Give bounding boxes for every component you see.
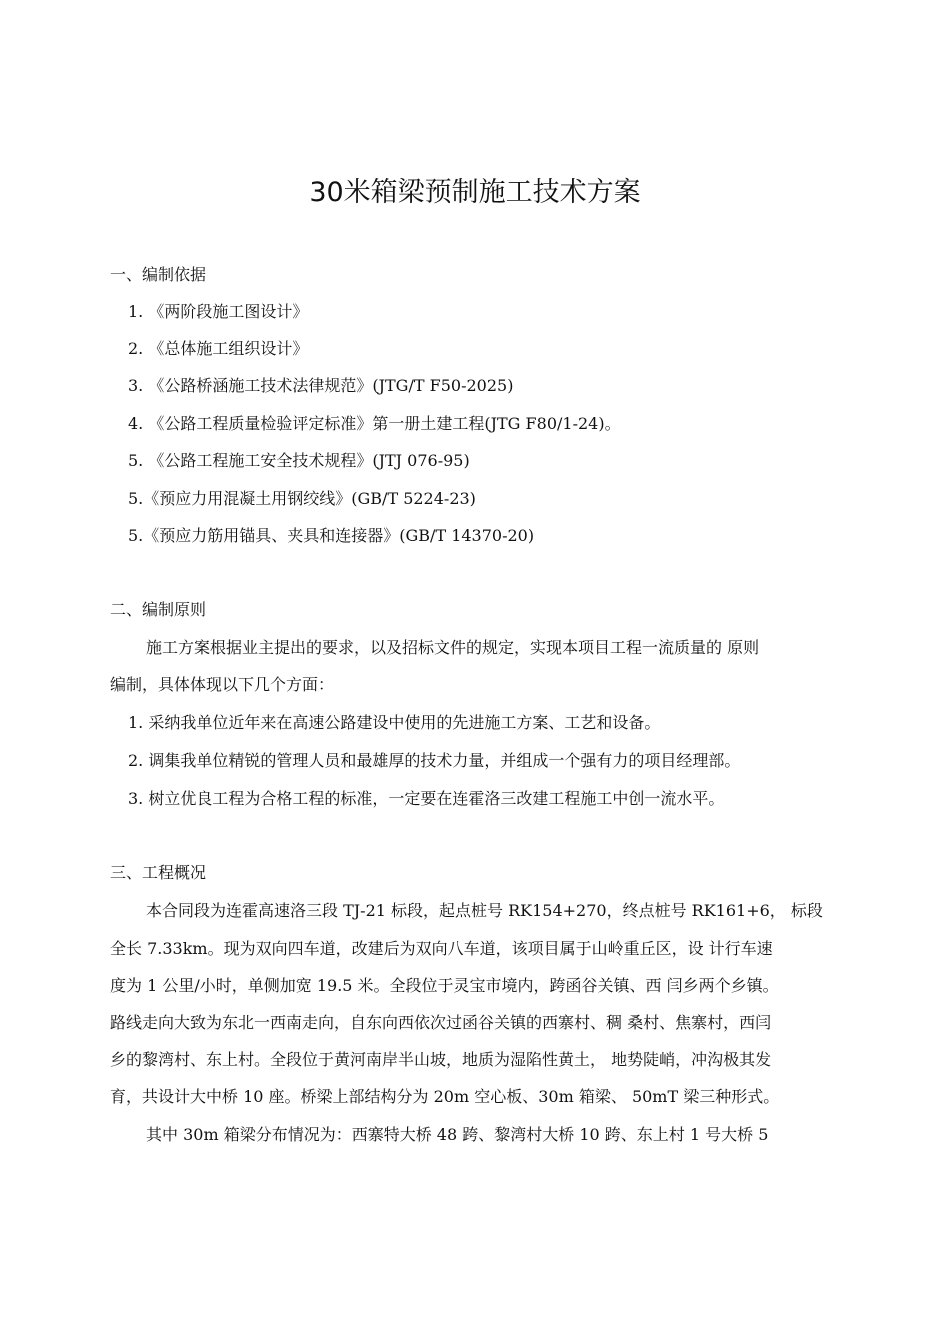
principle-item-1: 1. 采纳我单位近年来在高速公路建设中使用的先进施工方案、工艺和设备。 [128,713,661,732]
principles-intro-line-1: 施工方案根据业主提出的要求，以及招标文件的规定，实现本项目工程一流质量的 原则 [146,638,760,657]
overview-para2-line-1: 其中 30m 箱梁分布情况为：西寨特大桥 48 跨、黎湾村大桥 10 跨、东上村 1 号大桥 5 [146,1125,769,1144]
basis-item-1: 1. 《两阶段施工图设计》 [128,302,309,321]
principle-item-2: 2. 调集我单位精锐的管理人员和最雄厚的技术力量，并组成一个强有力的项目经理部。 [128,751,741,770]
basis-item-3: 3. 《公路桥涵施工技术法律规范》(JTG/T F50-2025) [128,376,514,395]
basis-item-6: 5.《预应力用混凝土用钢绞线》(GB/T 5224-23) [128,489,476,508]
basis-item-2: 2. 《总体施工组织设计》 [128,339,309,358]
overview-line-2: 全长 7.33km。现为双向四车道，改建后为双向八车道，该项目属于山岭重丘区，设 计行车速 [110,939,773,958]
overview-line-5: 乡的黎湾村、东上村。全段位于黄河南岸半山坡，地质为湿陷性黄土， 地势陡峭，冲沟极其发 [110,1050,772,1069]
overview-line-4: 路线走向大致为东北一西南走向，自东向西依次过函谷关镇的西寨村、稠 桑村、焦寨村，西闫 [110,1013,772,1032]
document-title: 30米箱梁预制施工技术方案 [309,177,641,208]
section-heading-overview: 三、工程概况 [110,863,207,882]
basis-item-4: 4. 《公路工程质量检验评定标准》第一册土建工程(JTG F80/1-24)。 [128,414,621,433]
overview-line-6: 育，共设计大中桥 10 座。桥梁上部结构分为 20m 空心板、30m 箱梁、 50mT 梁三种形式。 [110,1087,780,1106]
overview-line-1: 本合同段为连霍高速洛三段 TJ-21 标段，起点桩号 RK154+270，终点桩号 RK161+6， 标段 [146,901,823,920]
principle-item-3: 3. 树立优良工程为合格工程的标准，一定要在连霍洛三改建工程施工中创一流水平。 [128,789,725,808]
section-heading-basis: 一、编制依据 [110,265,207,284]
basis-item-7: 5.《预应力筋用锚具、夹具和连接器》(GB/T 14370-20) [128,526,535,545]
overview-line-3: 度为 1 公里/小时，单侧加宽 19.5 米。全段位于灵宝市境内，跨函谷关镇、西 闫乡两个乡镇。 [110,976,779,995]
principles-intro-line-2: 编制，具体体现以下几个方面： [110,675,335,694]
basis-item-5: 5. 《公路工程施工安全技术规程》(JTJ 076-95) [128,451,470,470]
section-heading-principles: 二、编制原则 [110,600,207,619]
